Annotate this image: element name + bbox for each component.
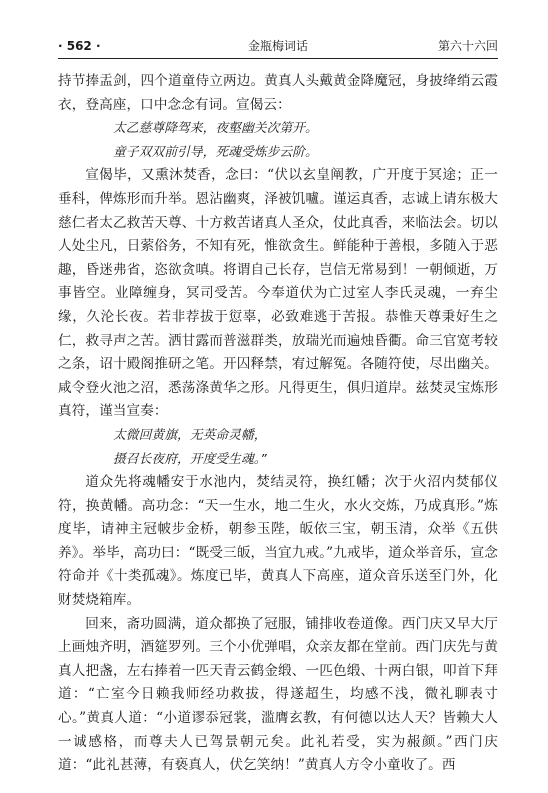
verse-line-4: 摄召长夜府，开度受生魂。” [113, 451, 267, 467]
verse-line-1: 太乙慈尊降驾来，夜壑幽关次第开。 [113, 121, 318, 137]
paragraph-3: 道众先将魂幡安于水池内，焚结灵符，换红幡；次于火沼内焚郁仪符，换黄幡。高功念：“天一生水，地二生火，水火交炼，乃成真形。”炼度毕，请神主冠帔步金桥，朝参玉陛，皈依三宝，朝玉清，众举《五供养》。举毕，高功曰：“既受三皈，当宜九戒。”九戒毕，道众举音乐，宣念符命并《十类孤魂》。炼度已毕，黄真人下高座，道众音乐送至门外，化财焚烧箱库。 [58, 474, 498, 609]
verse-line-2: 童子双双前引导，死魂受炼步云阶。 [113, 144, 318, 160]
paragraph-2: 宣偈毕，又熏沐焚香，念曰：“伏以玄皇阐教，广开度于冥途；正一垂科，俾炼形而升举。恩沾幽爽，泽被饥嚧。谨运真香，志诚上请东极大慈仁者太乙救苦天尊、十方救苦诸真人圣众，仗此真香，来临法会。切以人处尘凡，日萦俗务，不知有死，惟欲贪生。鲜能种于善根，多随入于恶趣，昏迷弗省，恣欲贪嗔。将谓自己长存，岂信无常易到！一朝倾逝，万事皆空。业障缠身，冥司受苦。今奉道伏为亡过室人李氏灵魂，一弃尘缘，久沦长夜。若非荐拔于愆辜，必致难逃于苦报。恭惟天尊秉好生之仁，救寻声之苦。洒甘露而普滋群类，放瑞光而遍烛昏衢。命三官宽考较之条，诏十殿阁推研之笔。开囚释禁，宥过解冤。各随符使，尽出幽关。咸令登火池之沼，悉荡涤黄华之形。凡得更生，俱归道岸。兹焚灵宝炼形真符，谨当宣奏： [58, 167, 498, 420]
chapter-title: 第六十六回 [437, 39, 498, 53]
page-number: · 562 · [58, 39, 101, 53]
paragraph-1: 持节捧盂剑，四个道童侍立两边。黄真人头戴黄金降魔冠，身披绛绡云霞衣，登高座，口中念念有词。宣偈云： [58, 73, 498, 113]
paragraph-4: 回来，斋功圆满，道众都换了冠服，铺排收卷道像。西门庆又早大厅上画烛齐明，酒筵罗列。三个小优弹唱，众亲友都在堂前。西门庆先与黄真人把盏，左右捧着一匹天青云鹤金缎、一匹色缎、十两白银，叩首下拜道：“亡室今日赖我师经功救拔，得遂超生，均感不浅，微礼聊表寸心。”黄真人道：“小道谬忝冠裳，滥膺玄教，有何德以达人天？皆赖大人一诚感格，而尊夫人已驾景朝元矣。此礼若受，实为赧颜。”西门庆道：“此礼甚薄，有亵真人，伏乞笑纳！”黄真人方令小童收了。西 [58, 615, 498, 774]
header-rule [58, 58, 498, 59]
page-body [58, 70, 498, 778]
book-title: 金瓶梅词话 [247, 39, 308, 53]
running-header [58, 36, 498, 56]
verse-line-3: 太微回黄旗，无英命灵幡， [113, 427, 267, 443]
